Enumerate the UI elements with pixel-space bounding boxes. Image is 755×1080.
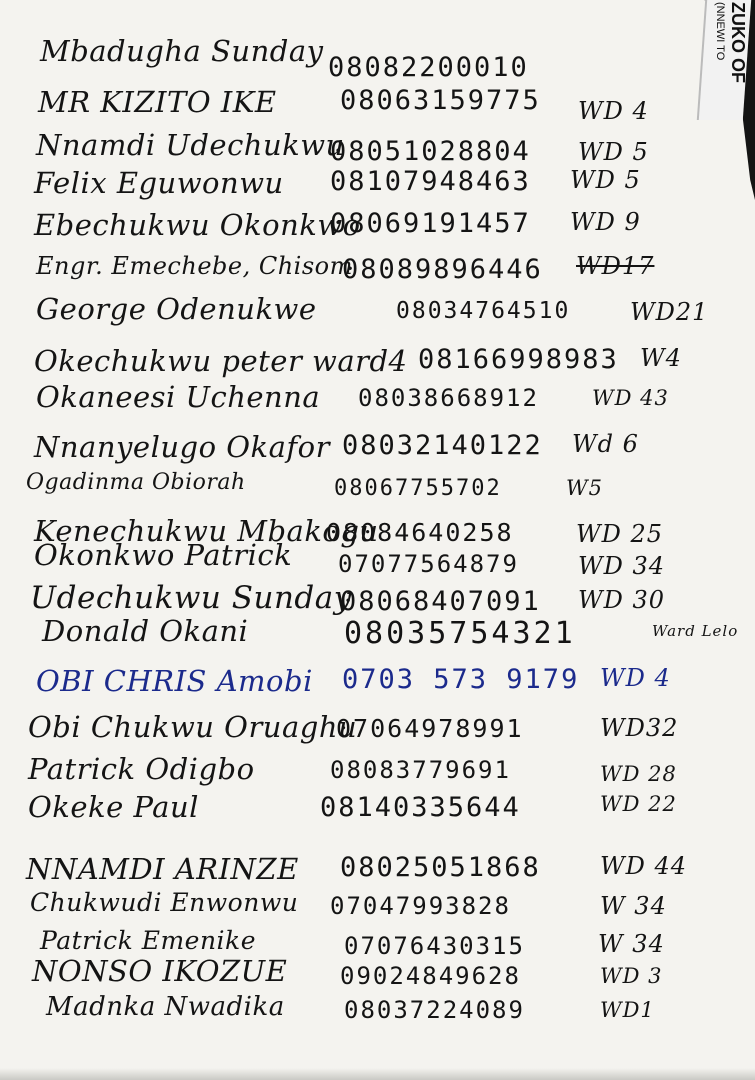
entry-row xyxy=(0,470,755,510)
entry-row xyxy=(0,538,755,578)
entry-row xyxy=(0,614,755,654)
entry-name: Okeke Paul xyxy=(28,790,199,824)
entry-phone: 08032140122 xyxy=(342,430,543,461)
entry-name: MR KIZITO IKE xyxy=(38,85,277,119)
entry-name: Donald Okani xyxy=(42,614,249,648)
entry-phone: 08035754321 xyxy=(344,616,576,651)
entry-phone: 08140335644 xyxy=(320,792,521,823)
entry-phone: 07076430315 xyxy=(344,932,525,960)
entry-phone: 07064978991 xyxy=(336,714,524,743)
label-line-2: (NNEWI TO xyxy=(714,2,726,61)
entry-name: Ebechukwu Okonkwo xyxy=(34,208,361,242)
entry-phone: 08067755702 xyxy=(334,476,502,501)
entry-phone: 08034764510 xyxy=(396,298,571,324)
entry-ward: WD 44 xyxy=(600,852,688,880)
entry-name: Mbadugha Sunday xyxy=(40,34,324,68)
entry-ward: WD 4 xyxy=(600,664,671,692)
entry-name: George Odenukwe xyxy=(36,292,317,326)
entry-phone: 08037224089 xyxy=(344,996,525,1024)
entry-row xyxy=(0,888,755,928)
entry-name: Patrick Emenike xyxy=(40,926,256,955)
entry-phone: 08084640258 xyxy=(326,518,514,547)
entry-row xyxy=(0,710,755,750)
entry-phone: 08051028804 xyxy=(330,136,531,167)
entry-row xyxy=(0,852,755,892)
entry-name: Okechukwu peter ward4 xyxy=(34,344,408,378)
entry-row xyxy=(0,430,755,470)
entry-name: Patrick Odigbo xyxy=(28,752,255,786)
entry-name: Kenechukwu Mbakogu xyxy=(34,514,379,548)
entry-ward: WD 43 xyxy=(592,386,669,410)
entry-ward: WD 34 xyxy=(578,552,666,580)
entry-ward: WD 5 xyxy=(570,166,641,194)
entry-phone: 07047993828 xyxy=(330,892,511,920)
entry-ward: Wd 6 xyxy=(572,430,639,458)
entry-ward: W 34 xyxy=(600,892,667,920)
entry-phone: 08068407091 xyxy=(340,586,541,617)
entry-name: Chukwudi Enwonwu xyxy=(30,888,299,917)
entry-ward: WD 25 xyxy=(576,520,664,548)
entry-phone: 08166998983 xyxy=(418,344,619,375)
entry-name: Obi Chukwu Oruaghu xyxy=(28,710,358,744)
entry-name: NNAMDI ARINZE xyxy=(26,852,299,886)
entry-row xyxy=(0,790,755,830)
entry-ward: W4 xyxy=(640,344,682,372)
entry-phone: 07077564879 xyxy=(338,550,519,578)
entry-name: Nnanyelugo Okafor xyxy=(34,430,330,464)
entry-ward: WD 4 xyxy=(578,97,649,125)
label-line-1: ZUKO OF xyxy=(728,2,748,83)
page-bottom-shadow xyxy=(0,1068,755,1080)
entry-row xyxy=(0,752,755,792)
entry-name: Ogadinma Obiorah xyxy=(26,470,246,495)
entry-ward: WD 30 xyxy=(578,586,666,614)
entry-ward: Ward Lelo xyxy=(652,622,739,640)
entry-phone: 08069191457 xyxy=(330,208,531,239)
entry-name: Madnka Nwadika xyxy=(46,992,285,1022)
entry-phone: 09024849628 xyxy=(340,962,521,990)
entry-ward: WD32 xyxy=(600,714,679,742)
entry-row xyxy=(0,344,755,384)
entry-ward: WD1 xyxy=(600,998,655,1022)
entry-ward: W5 xyxy=(566,476,603,500)
entry-row xyxy=(0,128,755,168)
entry-name: NONSO IKOZUE xyxy=(32,954,288,988)
entry-name: Okaneesi Uchenna xyxy=(36,380,321,414)
entry-phone: 08025051868 xyxy=(340,852,541,883)
entry-phone: 08107948463 xyxy=(330,166,531,197)
entry-ward: WD 5 xyxy=(578,138,649,166)
entry-ward: WD 22 xyxy=(600,792,677,816)
entry-row xyxy=(0,992,755,1032)
entry-phone: 0703 573 9179 xyxy=(342,664,580,695)
entry-row xyxy=(0,85,755,125)
entry-ward: WD 3 xyxy=(600,964,663,988)
entry-name: Udechukwu Sunday xyxy=(30,580,352,616)
entry-ward: W 34 xyxy=(598,930,665,958)
entry-row xyxy=(0,252,755,292)
entry-ward: WD21 xyxy=(630,298,709,326)
entry-name: Engr. Emechebe, Chisom xyxy=(36,252,353,280)
entry-row xyxy=(0,954,755,994)
entry-name: Felix Eguwonwu xyxy=(34,166,284,200)
entry-phone: 08089896446 xyxy=(342,254,543,285)
entry-name: OBI CHRIS Amobi xyxy=(36,664,313,698)
entry-name: Okonkwo Patrick xyxy=(34,538,293,572)
entry-ward: WD17 xyxy=(576,252,655,280)
entry-phone: 08082200010 xyxy=(328,52,529,83)
entry-row xyxy=(0,664,755,704)
entry-phone: 08083779691 xyxy=(330,756,511,784)
entry-row xyxy=(0,292,755,332)
entry-ward: WD 28 xyxy=(600,762,677,786)
entry-row xyxy=(0,380,755,420)
entry-phone: 08063159775 xyxy=(340,85,541,116)
entry-name: Nnamdi Udechukwu xyxy=(36,128,345,162)
entry-ward: WD 9 xyxy=(570,208,641,236)
entry-phone: 08038668912 xyxy=(358,384,539,412)
entry-row xyxy=(0,208,755,248)
entry-row xyxy=(0,166,755,206)
